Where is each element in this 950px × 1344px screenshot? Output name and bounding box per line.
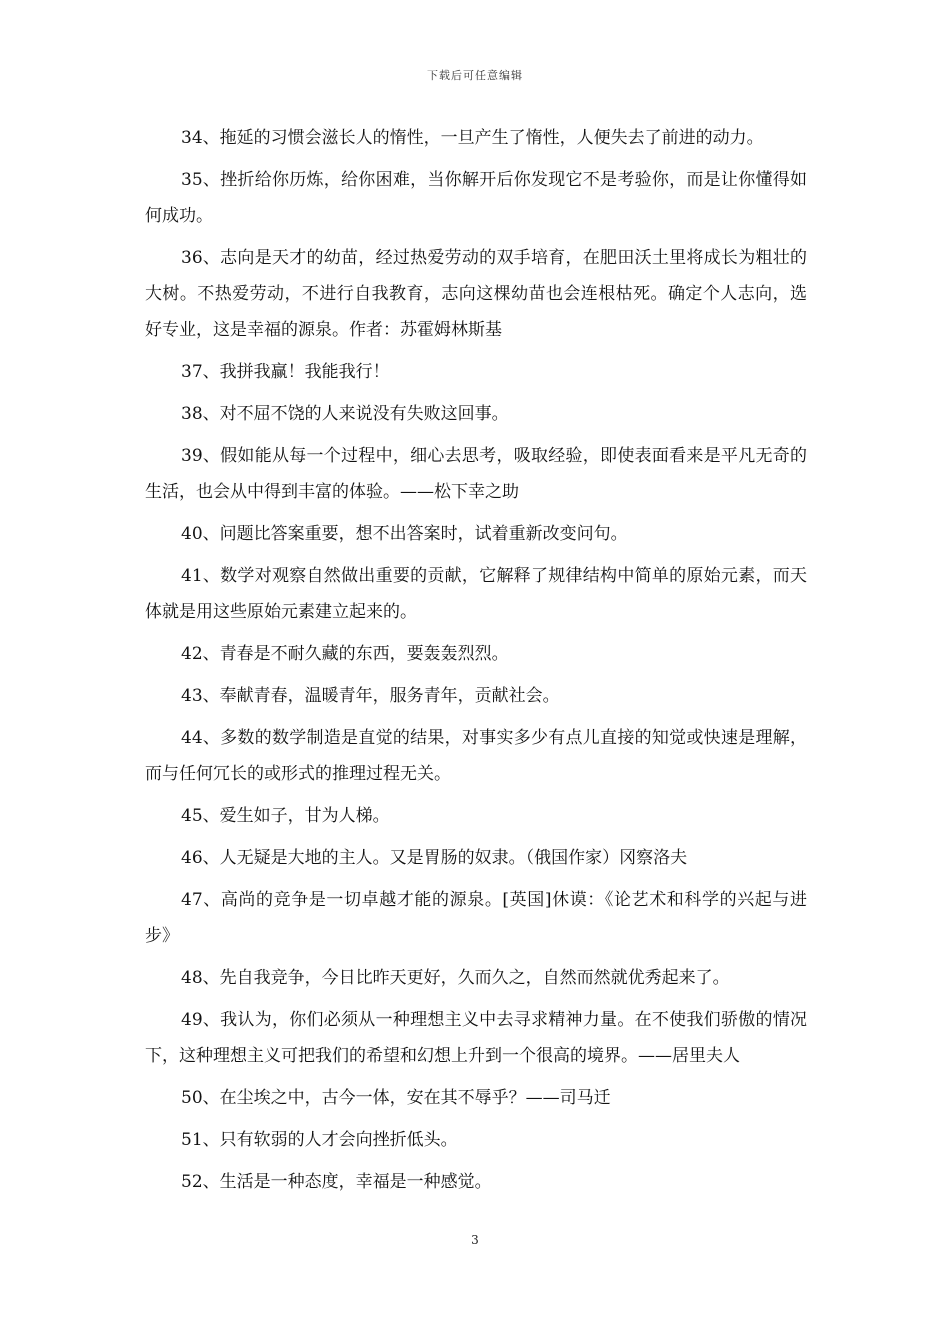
- quote-paragraph-38: 38、对不屈不饶的人来说没有失败这回事。: [181, 404, 509, 424]
- quote-paragraph-49: 49、我认为，你们必须从一种理想主义中去寻求精神力量。在不使我们骄傲的情况下，这种理想主义可把我们的希望和幻想上升到一个很高的境界。——居里夫人: [145, 1010, 807, 1066]
- quote-paragraph-42: 42、青春是不耐久藏的东西，要轰轰烈烈。: [181, 644, 509, 664]
- quote-paragraph-34: 34、拖延的习惯会滋长人的惰性，一旦产生了惰性，人便失去了前进的动力。: [181, 128, 764, 148]
- quote-paragraph-36: 36、志向是天才的幼苗，经过热爱劳动的双手培育，在肥田沃土里将成长为粗壮的大树。不热爱劳动，不进行自我教育，志向这棵幼苗也会连根枯死。确定个人志向，选好专业，这是幸福的源泉。作者：苏霍姆林斯基: [145, 248, 807, 340]
- quote-paragraph-51: 51、只有软弱的人才会向挫折低头。: [181, 1130, 458, 1150]
- quote-paragraph-48: 48、先自我竞争，今日比昨天更好，久而久之，自然而然就优秀起来了。: [181, 968, 730, 988]
- quote-paragraph-43: 43、奉献青春，温暖青年，服务青年，贡献社会。: [181, 686, 560, 706]
- document-body: [145, 120, 807, 1206]
- quote-paragraph-52: 52、生活是一种态度，幸福是一种感觉。: [181, 1172, 492, 1192]
- quote-paragraph-41: 41、数学对观察自然做出重要的贡献，它解释了规律结构中简单的原始元素，而天体就是用这些原始元素建立起来的。: [145, 566, 807, 622]
- quote-paragraph-44: 44、多数的数学制造是直觉的结果，对事实多少有点儿直接的知觉或快速是理解，而与任何冗长的或形式的推理过程无关。: [145, 728, 807, 784]
- page-header: 下载后可任意编辑: [427, 69, 523, 82]
- quote-paragraph-39: 39、假如能从每一个过程中，细心去思考，吸取经验，即使表面看来是平凡无奇的生活，也会从中得到丰富的体验。——松下幸之助: [145, 446, 807, 502]
- quote-paragraph-45: 45、爱生如子，甘为人梯。: [181, 806, 390, 826]
- quote-paragraph-47: 47、高尚的竞争是一切卓越才能的源泉。[英国]休谟：《论艺术和科学的兴起与进步》: [145, 890, 807, 946]
- quote-paragraph-40: 40、问题比答案重要，想不出答案时，试着重新改变问句。: [181, 524, 628, 544]
- page-number: 3: [471, 1233, 479, 1247]
- quote-paragraph-37: 37、我拼我赢！我能我行！: [181, 362, 390, 382]
- quote-paragraph-50: 50、在尘埃之中，古今一体，安在其不辱乎？——司马迁: [181, 1088, 611, 1108]
- quote-paragraph-35: 35、挫折给你历炼，给你困难，当你解开后你发现它不是考验你，而是让你懂得如何成功。: [145, 170, 807, 226]
- quote-paragraph-46: 46、人无疑是大地的主人。又是胃肠的奴隶。（俄国作家）冈察洛夫: [181, 848, 688, 868]
